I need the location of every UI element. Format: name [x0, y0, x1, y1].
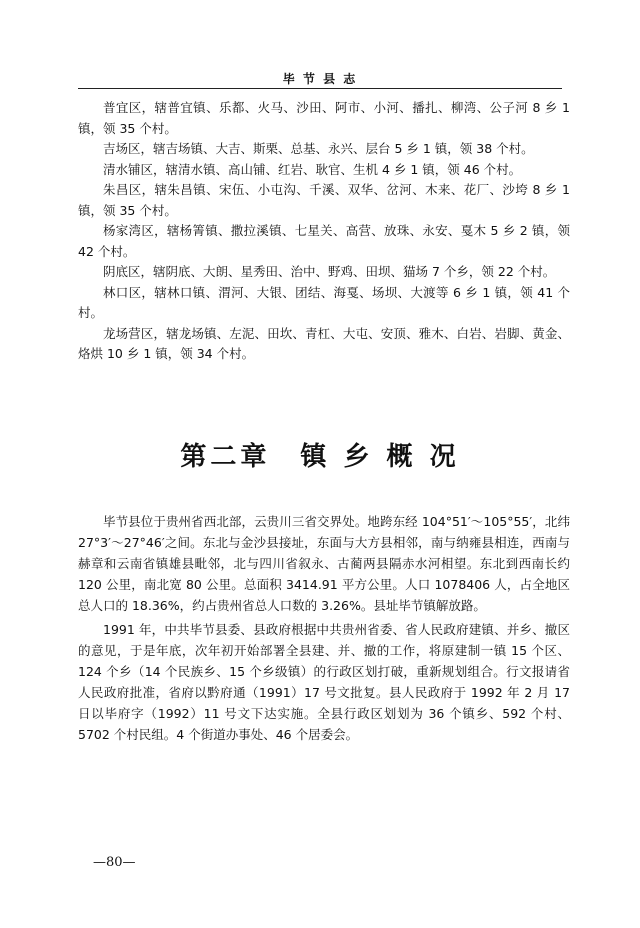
district-paragraph: 朱昌区，辖朱昌镇、宋伍、小屯沟、千溪、双华、岔河、木来、花厂、沙垮 8 乡 1 镇，领 35 个村。: [78, 182, 570, 218]
page-number: —80—: [93, 855, 136, 870]
district-paragraph: 吉场区，辖吉场镇、大吉、斯栗、总基、永兴、层台 5 乡 1 镇，领 38 个村。: [103, 141, 534, 156]
body-paragraph: 1991 年，中共毕节县委、县政府根据中共贵州省委、省人民政府建镇、并乡、撤区的意见，于是年底，次年初开始部署全县建、并、撤的工作，将原建制一镇 15 个区、124 个乡（14 个民族乡、15 个乡级镇）的行政区划打破，重新规划组合。行文报请省人民政府批准，省府以黔府通（1991）17 号文批复。县人民政府于 1992 年 2 月 17 日以毕府字（1992）11 号文下达实施。全县行政区划划为 36 个镇乡、592 个村、5702 个村民组。4 个街道办事处、46 个居委会。: [78, 622, 570, 742]
running-header: 毕 节 县 志: [282, 72, 358, 86]
district-paragraph: 杨家湾区，辖杨箐镇、撒拉溪镇、七星关、高营、放珠、永安、戛木 5 乡 2 镇，领 42 个村。: [78, 223, 570, 259]
district-paragraph: 林口区，辖林口镇、渭河、大银、团结、海戛、场坝、大渡等 6 乡 1 镇，领 41 个村。: [78, 284, 570, 320]
district-paragraph: 普宜区，辖普宜镇、乐都、火马、沙田、阿市、小河、播扎、柳湾、公子河 8 乡 1 镇，领 35 个村。: [78, 100, 570, 136]
chapter-body: [78, 511, 570, 745]
body-paragraph: 毕节县位于贵州省西北部，云贵川三省交界处。地跨东经 104°51′～105°55′，北纬 27°3′～27°46′之间。东北与金沙县接址，东面与大方县相邻，南与纳雍县相连，西南与赫章和云南省镇雄县毗邻，北与四川省叙永、古蔺两县隔赤水河相望。东北到西南长约 120 公里，南北宽 80 公里。总面积 3414.91 平方公里。人口 1078406 人，占全地区总人口的 18.36%，约占贵州省总人口数的 3.26%。县址毕节镇解放路。: [78, 514, 570, 613]
district-paragraph: 阴底区，辖阴底、大朗、星秀田、治中、野鸡、田坝、猫场 7 个乡，领 22 个村。: [103, 264, 556, 279]
district-paragraph: 龙场营区，辖龙场镇、左泥、田坎、青杠、大屯、安顶、雅木、白岩、岩脚、黄金、烙烘 10 乡 1 镇，领 34 个村。: [78, 325, 570, 361]
header-rule: [78, 88, 562, 89]
district-list: [78, 98, 570, 365]
chapter-title: 第二章 镇 乡 概 况: [180, 442, 460, 472]
district-paragraph: 清水铺区，辖清水镇、高山铺、红岩、耿官、生机 4 乡 1 镇，领 46 个村。: [103, 161, 522, 177]
